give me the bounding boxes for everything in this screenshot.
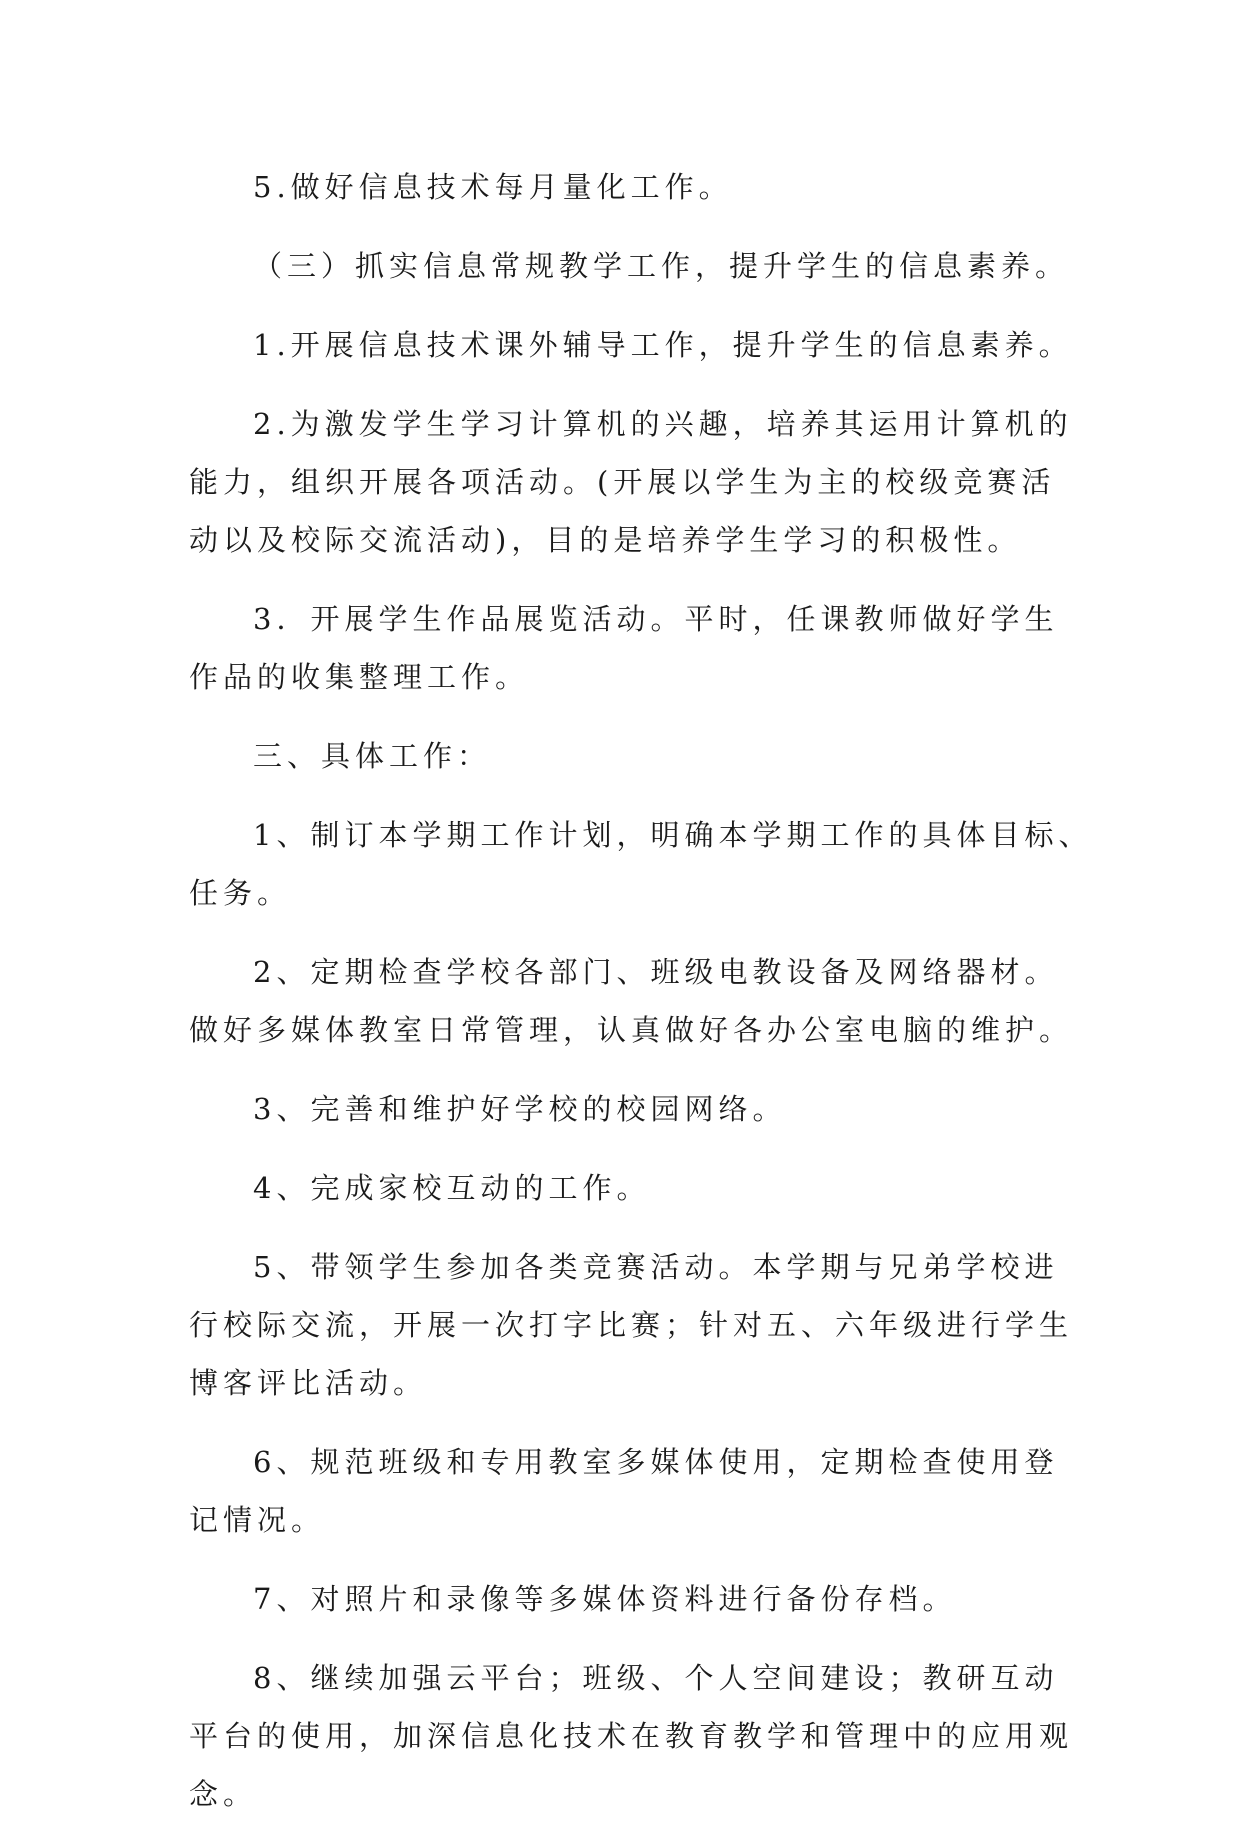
text-line: 6、规范班级和专用教室多媒体使用，定期检查使用登 <box>253 1445 1059 1479</box>
text-line: 5、带领学生参加各类竞赛活动。本学期与兄弟学校进 <box>253 1250 1059 1284</box>
text-line: 任务。 <box>189 876 292 910</box>
text-line: 5.做好信息技术每月量化工作。 <box>253 170 733 204</box>
text-line: 念。 <box>189 1777 258 1811</box>
section-heading-specific-work <box>189 727 1069 785</box>
text-line: 2、定期检查学校各部门、班级电教设备及网络器材。 <box>253 955 1059 989</box>
text-line: 三、具体工作： <box>253 739 492 773</box>
work-item-2 <box>189 943 1074 1059</box>
text-line: 3．开展学生作品展览活动。平时，任课教师做好学生 <box>253 602 1059 636</box>
work-item-5 <box>189 1238 1074 1412</box>
section-heading-three <box>189 237 1069 295</box>
work-item-1 <box>189 806 1093 922</box>
text-line: 3、完善和维护好学校的校园网络。 <box>253 1092 787 1126</box>
work-item-7 <box>189 1570 1069 1628</box>
text-line: 1、制订本学期工作计划，明确本学期工作的具体目标、 <box>253 818 1093 852</box>
work-item-4 <box>189 1159 1069 1217</box>
text-line: 能力，组织开展各项活动。(开展以学生为主的校级竞赛活 <box>189 465 1056 499</box>
text-line: 平台的使用，加深信息化技术在教育教学和管理中的应用观 <box>189 1719 1074 1753</box>
text-line: 作品的收集整理工作。 <box>189 660 530 694</box>
document-body <box>189 158 1093 1844</box>
text-line: 记情况。 <box>189 1503 326 1537</box>
text-line: 1.开展信息技术课外辅导工作，提升学生的信息素养。 <box>253 328 1073 362</box>
text-line: 行校际交流，开展一次打字比赛；针对五、六年级进行学生 <box>189 1308 1074 1342</box>
text-line: （三）抓实信息常规教学工作，提升学生的信息素养。 <box>253 249 1070 283</box>
paragraph-item-2 <box>189 395 1073 569</box>
text-line: 7、对照片和录像等多媒体资料进行备份存档。 <box>253 1582 957 1616</box>
work-item-8 <box>189 1649 1074 1823</box>
text-line: 动以及校际交流活动)，目的是培养学生学习的积极性。 <box>189 523 1022 557</box>
text-line: 2.为激发学生学习计算机的兴趣，培养其运用计算机的 <box>253 407 1073 441</box>
work-item-3 <box>189 1080 1069 1138</box>
work-item-6 <box>189 1433 1069 1549</box>
paragraph-item-5 <box>189 158 1069 216</box>
text-line: 博客评比活动。 <box>189 1366 428 1400</box>
paragraph-item-3 <box>189 590 1069 706</box>
paragraph-item-1 <box>189 316 1073 374</box>
text-line: 8、继续加强云平台；班级、个人空间建设；教研互动 <box>253 1661 1059 1695</box>
text-line: 做好多媒体教室日常管理，认真做好各办公室电脑的维护。 <box>189 1013 1074 1047</box>
text-line: 4、完成家校互动的工作。 <box>253 1171 651 1205</box>
